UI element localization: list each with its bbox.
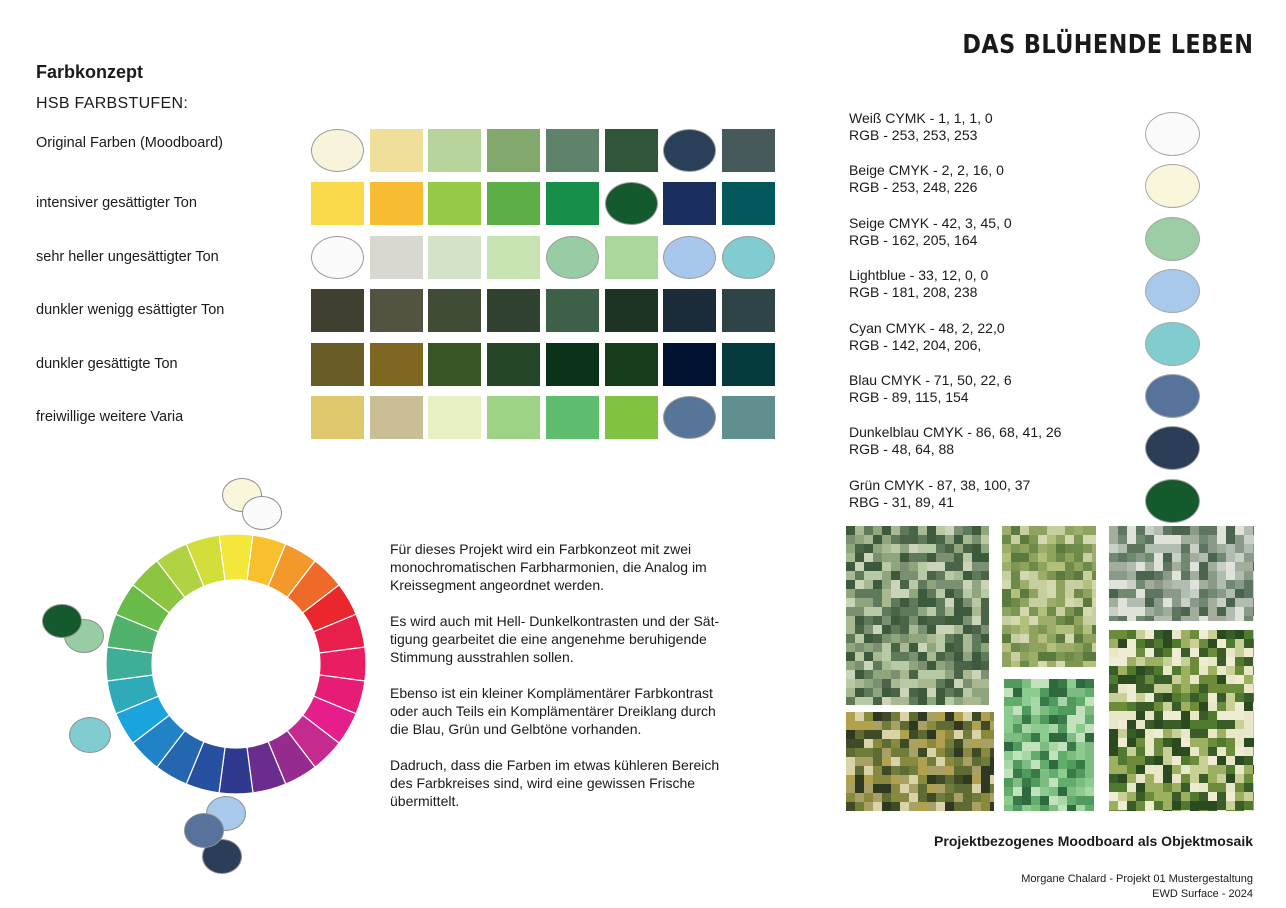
mosaic-pixels [1109,526,1254,621]
description-paragraph [390,684,750,738]
color-swatch [487,182,540,225]
palette-cmyk: Weiß CYMK - 1, 1, 1, 0 [849,110,993,126]
palette-cmyk: Lightblue - 33, 12, 0, 0 [849,267,989,284]
color-swatch [546,289,599,332]
mosaic-pixels [846,712,994,811]
palette-entry [849,162,1004,196]
color-swatch [311,182,364,225]
palette-color-dot [1145,112,1200,156]
description-text [390,540,750,828]
color-swatch [428,236,481,279]
color-swatch [370,343,423,386]
color-swatch [428,289,481,332]
mosaic-tile [846,712,994,811]
wheel-dot [184,813,224,848]
color-swatch [311,236,364,279]
palette-entry [849,372,1012,406]
wheel-dot [42,604,82,638]
mosaic-tile [1109,630,1254,811]
palette-color-dot [1145,374,1200,418]
concept-heading: Farbkonzept [36,62,144,82]
mosaic-tile [1004,679,1094,811]
row-label: sehr heller ungesättigter Ton [36,248,219,265]
color-swatch [663,343,716,386]
color-swatch [722,182,775,225]
color-swatch [370,182,423,225]
palette-entry [849,477,1030,511]
mosaic-pixels [1004,679,1094,811]
row-label: dunkler gesättigte Ton [36,355,178,372]
palette-cmyk: Beige CMYK - 2, 2, 16, 0 [849,162,1004,179]
color-swatch [428,182,481,225]
color-swatch [663,129,716,172]
palette-color-dot [1145,164,1200,208]
palette-rgb: RBG - 31, 89, 41 [849,493,955,510]
color-swatch [428,396,481,439]
color-wheel [104,532,368,801]
color-swatch [546,236,599,279]
color-swatch [605,129,658,172]
palette-entry [849,424,1061,458]
palette-rgb: RGB - 48, 64, 88 [849,441,955,458]
description-line: Kreissegment angeordnet werden. [390,577,605,593]
row-label: dunkler wenigg esättigter Ton [36,302,225,319]
description-line: Stimmung ausstrahlen sollen. [390,649,574,665]
palette-color-dot [1145,322,1200,366]
color-wheel-graphic [104,532,368,796]
color-swatch [370,396,423,439]
palette-rgb: RGB - 142, 204, 206, [849,336,982,353]
color-swatch [487,236,540,279]
row-label: Original Farben (Moodboard) [36,135,223,151]
mosaic-pixels [1109,630,1254,811]
color-swatch [311,396,364,439]
palette-entry [849,110,993,144]
color-swatch [487,289,540,332]
palette-cmyk: Dunkelblau CMYK - 86, 68, 41, 26 [849,424,1062,441]
color-swatch [311,289,364,332]
color-swatch [605,396,658,439]
color-swatch [605,182,658,225]
color-swatch [663,182,716,225]
color-swatch [722,236,775,279]
description-line: übermittelt. [390,793,460,809]
description-paragraph [390,756,750,810]
color-swatch [546,129,599,172]
palette-rgb: RGB - 253, 253, 253 [849,127,978,143]
color-swatch [605,236,658,279]
color-swatch [722,396,775,439]
wheel-dot [242,496,282,530]
color-swatch [370,289,423,332]
mosaic-pixels [846,526,989,705]
color-swatch [370,129,423,172]
description-line: die Blau, Grün und Gelbtöne vorhanden. [390,721,642,737]
palette-rgb: RGB - 89, 115, 154 [849,389,969,405]
mosaic-tile [1002,526,1096,667]
palette-entry [849,215,1012,249]
color-swatch [311,343,364,386]
footer-course: EWD Surface - 2024 [1152,888,1253,900]
hsb-heading: HSB FARBSTUFEN: [36,95,189,112]
description-line: tigung gearbeitet die eine angenehme beruhigende [390,631,707,647]
description-line: Ebenso ist ein kleiner Komplämentärer Farbkontrast [390,685,713,701]
color-swatch [487,343,540,386]
palette-entry [849,320,1005,354]
palette-color-dot [1145,479,1200,523]
main-title: DAS BLÜHENDE LEBEN [961,30,1253,60]
color-swatch [487,396,540,439]
palette-rgb: RGB - 162, 205, 164 [849,231,978,248]
color-swatch [487,129,540,172]
color-swatch [370,236,423,279]
row-label: intensiver gesättigter Ton [36,195,197,212]
description-line: Für dieses Projekt wird ein Farbkonzeot mit zwei [390,541,692,557]
description-line: Es wird auch mit Hell- Dunkelkontrasten und der Sät- [390,613,720,629]
color-swatch [605,343,658,386]
mosaic-tile [846,526,989,705]
palette-color-dot [1145,269,1200,313]
color-swatch [605,289,658,332]
mosaic-pixels [1002,526,1096,667]
palette-color-dot [1145,217,1200,261]
description-paragraph [390,612,750,666]
description-line: des Farbkreises sind, wird eine gewissen Frische [390,775,696,791]
palette-cmyk: Cyan CMYK - 48, 2, 22,0 [849,319,1005,336]
wheel-dot [69,717,111,753]
color-swatch [663,396,716,439]
color-swatch [722,289,775,332]
color-swatch [663,236,716,279]
footer-author: Morgane Chalard - Projekt 01 Mustergestaltung [1021,873,1253,885]
palette-cmyk: Seige CMYK - 42, 3, 45, 0 [849,214,1012,231]
color-swatch [722,343,775,386]
color-swatch [428,129,481,172]
description-line: oder auch Teils ein Komplämentärer Dreiklang durch [390,703,716,719]
palette-color-dot [1145,426,1200,470]
color-swatch [546,343,599,386]
color-swatch [546,182,599,225]
description-paragraph [390,540,750,594]
color-swatch [428,343,481,386]
color-swatch [722,129,775,172]
palette-cmyk: Grün CMYK - 87, 38, 100, 37 [849,476,1031,493]
description-line: Dadruch, dass die Farben im etwas kühleren Bereich [390,757,720,773]
palette-entry [849,267,988,301]
mosaic-tile [1109,526,1254,621]
palette-rgb: RGB - 181, 208, 238 [849,284,978,301]
color-swatch [546,396,599,439]
color-swatch [311,129,364,172]
palette-cmyk: Blau CMYK - 71, 50, 22, 6 [849,372,1012,388]
palette-rgb: RGB - 253, 248, 226 [849,179,978,196]
description-line: monochromatischen Farbharmonien, die Analog im [390,559,707,575]
row-label: freiwillige weitere Varia [36,409,184,425]
color-swatch [663,289,716,332]
moodboard-caption: Projektbezogenes Moodboard als Objektmosaik [934,833,1253,849]
